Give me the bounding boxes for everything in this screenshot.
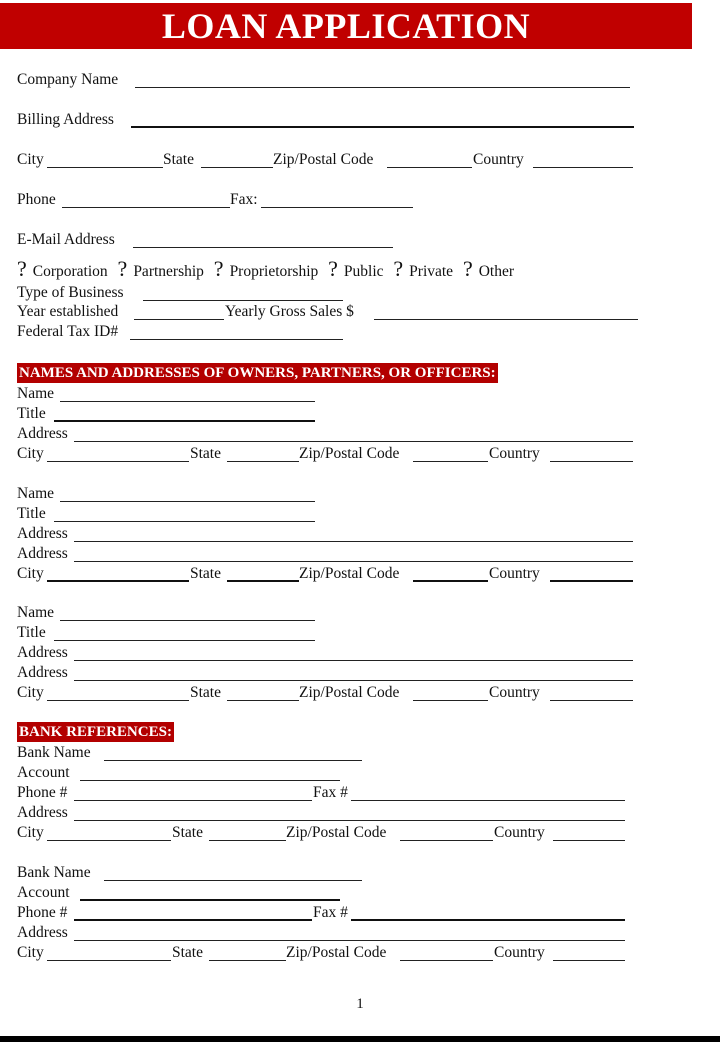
owner1-state-field[interactable] — [227, 461, 299, 462]
billing-address-row — [17, 110, 637, 130]
bank1-account-field[interactable] — [80, 780, 340, 781]
year-established-row — [17, 302, 642, 322]
bank1-city-row — [17, 823, 637, 843]
owner2-title-row — [17, 504, 637, 524]
owner-title-label: Title — [17, 624, 46, 641]
owner3-title-field[interactable] — [54, 640, 315, 641]
owner-address-label: Address — [17, 664, 68, 681]
bank2-state-field[interactable] — [209, 960, 286, 961]
bank1-address-row — [17, 803, 637, 823]
bank2-name-row — [17, 863, 637, 883]
phone-row — [17, 190, 637, 210]
zip-field[interactable] — [387, 167, 472, 168]
billing-address-label: Billing Address — [17, 111, 114, 128]
city-label: City — [17, 445, 44, 462]
email-field[interactable] — [133, 247, 393, 248]
phone-field[interactable] — [62, 207, 230, 208]
bank1-address-field[interactable] — [74, 820, 625, 821]
bank1-phone-row — [17, 783, 637, 803]
owner3-title-row — [17, 623, 637, 643]
checkbox-private[interactable]: ? — [393, 256, 404, 281]
city-field[interactable] — [47, 167, 163, 168]
bank1-country-field[interactable] — [553, 840, 625, 841]
owner3-zip-field[interactable] — [413, 700, 488, 701]
tax-id-row — [17, 322, 637, 342]
state-label: State — [190, 445, 221, 462]
option-public: Public — [343, 263, 384, 280]
footer-rule — [0, 1036, 720, 1042]
owner-title-label: Title — [17, 405, 46, 422]
bank1-account-row — [17, 763, 637, 783]
bank2-account-field[interactable] — [80, 899, 340, 901]
owner1-address-field[interactable] — [74, 441, 633, 442]
owner2-name-field[interactable] — [60, 501, 315, 502]
owner2-country-field[interactable] — [550, 580, 633, 582]
fax-field[interactable] — [261, 207, 413, 208]
bank1-zip-field[interactable] — [400, 840, 493, 841]
checkbox-corporation[interactable]: ? — [17, 256, 27, 281]
zip-label: Zip/Postal Code — [299, 684, 400, 701]
page-title: LOAN APPLICATION — [0, 3, 692, 49]
bank2-phone-field[interactable] — [74, 919, 312, 921]
bank2-phone-row — [17, 903, 637, 923]
owner-address-label: Address — [17, 425, 68, 442]
state-label: State — [190, 684, 221, 701]
zip-label: Zip/Postal Code — [286, 824, 387, 841]
owner2-city-field[interactable] — [47, 580, 189, 582]
fax-label: Fax: — [230, 191, 258, 208]
owner2-address2-field[interactable] — [74, 561, 633, 562]
bank1-name-field[interactable] — [104, 760, 362, 761]
owner1-city-row — [17, 444, 637, 464]
bank1-phone-field[interactable] — [74, 800, 312, 801]
city-label: City — [17, 151, 44, 168]
owner3-address2-field[interactable] — [74, 680, 633, 681]
bank1-name-row — [17, 743, 637, 763]
bank-phone-label: Phone # — [17, 784, 68, 801]
owner1-zip-field[interactable] — [413, 461, 488, 462]
company-name-field[interactable] — [135, 87, 630, 88]
bank2-address-field[interactable] — [74, 940, 625, 941]
country-label: Country — [489, 684, 540, 701]
owner2-city-row — [17, 564, 637, 584]
owner2-address2-row — [17, 544, 637, 564]
owner3-state-field[interactable] — [227, 700, 299, 701]
bank2-country-field[interactable] — [553, 960, 625, 961]
bank-fax-label: Fax # — [313, 904, 348, 921]
gross-sales-field[interactable] — [374, 319, 638, 320]
owner-address-label: Address — [17, 525, 68, 542]
bank2-fax-field[interactable] — [351, 919, 625, 921]
state-field[interactable] — [201, 167, 273, 168]
owner-title-label: Title — [17, 505, 46, 522]
owner1-title-row — [17, 404, 637, 424]
country-label: Country — [489, 565, 540, 582]
checkbox-other[interactable]: ? — [462, 256, 473, 281]
checkbox-public[interactable]: ? — [328, 256, 338, 281]
gross-sales-label: Yearly Gross Sales $ — [225, 303, 354, 320]
city-label: City — [17, 684, 44, 701]
owner1-name-row — [17, 384, 637, 404]
account-label: Account — [17, 884, 70, 901]
owner-name-label: Name — [17, 604, 55, 621]
owner-name-label: Name — [17, 385, 55, 402]
tax-id-label: Federal Tax ID# — [17, 323, 119, 340]
owner2-title-field[interactable] — [54, 521, 315, 522]
owner3-address-row — [17, 643, 637, 663]
zip-label: Zip/Postal Code — [286, 944, 387, 961]
city-label: City — [17, 565, 44, 582]
bank-fax-label: Fax # — [313, 784, 348, 801]
phone-label: Phone — [17, 191, 56, 208]
zip-label: Zip/Postal Code — [299, 565, 400, 582]
owner1-address-row — [17, 424, 637, 444]
bank1-state-field[interactable] — [209, 840, 286, 841]
state-label: State — [172, 824, 203, 841]
bank1-city-field[interactable] — [47, 840, 171, 841]
city-label: City — [17, 824, 44, 841]
owner2-name-row — [17, 484, 637, 504]
city-label: City — [17, 944, 44, 961]
option-partnership: Partnership — [133, 263, 204, 280]
owner3-address2-row — [17, 663, 637, 683]
country-label: Country — [473, 151, 524, 168]
owner1-title-field[interactable] — [54, 420, 315, 422]
owner-address-label: Address — [17, 644, 68, 661]
country-label: Country — [494, 824, 545, 841]
bank-address-label: Address — [17, 804, 68, 821]
owner3-name-row — [17, 603, 637, 623]
email-label: E-Mail Address — [17, 231, 115, 248]
option-corporation: Corporation — [32, 263, 108, 280]
country-field[interactable] — [533, 167, 633, 168]
bank2-address-row — [17, 923, 637, 943]
bank-name-label: Bank Name — [17, 744, 91, 761]
state-label: State — [163, 151, 194, 168]
country-label: Country — [494, 944, 545, 961]
owner2-address-field[interactable] — [74, 541, 633, 542]
owner3-address-field[interactable] — [74, 660, 633, 661]
type-of-business-field[interactable] — [143, 300, 343, 301]
billing-address-field[interactable] — [131, 126, 634, 128]
option-private: Private — [409, 263, 454, 280]
bank-phone-label: Phone # — [17, 904, 68, 921]
company-city-row — [17, 150, 637, 170]
bank2-account-row — [17, 883, 637, 903]
bank2-name-field[interactable] — [104, 880, 362, 881]
owner3-name-field[interactable] — [60, 620, 315, 621]
option-other: Other — [478, 263, 514, 280]
type-of-business-row — [17, 283, 637, 303]
option-proprietorship: Proprietorship — [229, 263, 319, 280]
company-name-row — [17, 70, 637, 90]
company-name-label: Company Name — [17, 71, 119, 88]
owner3-country-field[interactable] — [550, 700, 633, 701]
page-number: 1 — [356, 996, 364, 1012]
state-label: State — [172, 944, 203, 961]
owner3-city-row — [17, 683, 637, 703]
owner1-name-field[interactable] — [60, 401, 315, 402]
owner1-country-field[interactable] — [550, 461, 633, 462]
bank-address-label: Address — [17, 924, 68, 941]
tax-id-field[interactable] — [130, 339, 343, 340]
country-label: Country — [489, 445, 540, 462]
year-established-label: Year established — [17, 303, 119, 320]
owner2-zip-field[interactable] — [413, 580, 488, 582]
owner-name-label: Name — [17, 485, 55, 502]
owners-section-heading: NAMES AND ADDRESSES OF OWNERS, PARTNERS, OR OFFICERS: — [19, 365, 496, 381]
bank2-zip-field[interactable] — [400, 960, 493, 961]
checkbox-partnership[interactable]: ? — [117, 256, 128, 281]
bank-name-label: Bank Name — [17, 864, 91, 881]
checkbox-proprietorship[interactable]: ? — [213, 256, 224, 281]
email-row — [17, 230, 637, 250]
owner2-state-field[interactable] — [227, 580, 299, 582]
owner1-city-field[interactable] — [47, 461, 189, 462]
year-established-field[interactable] — [134, 319, 224, 320]
bank2-city-field[interactable] — [47, 960, 171, 961]
bank1-fax-field[interactable] — [351, 800, 625, 801]
state-label: State — [190, 565, 221, 582]
zip-label: Zip/Postal Code — [273, 151, 374, 168]
bank-section-heading: BANK REFERENCES: — [19, 724, 172, 740]
owner3-city-field[interactable] — [47, 700, 189, 701]
owner2-address-row — [17, 524, 637, 544]
zip-label: Zip/Postal Code — [299, 445, 400, 462]
bank2-city-row — [17, 943, 637, 963]
type-of-business-label: Type of Business — [17, 284, 124, 301]
business-type-options — [17, 256, 520, 282]
account-label: Account — [17, 764, 70, 781]
owner-address-label: Address — [17, 545, 68, 562]
